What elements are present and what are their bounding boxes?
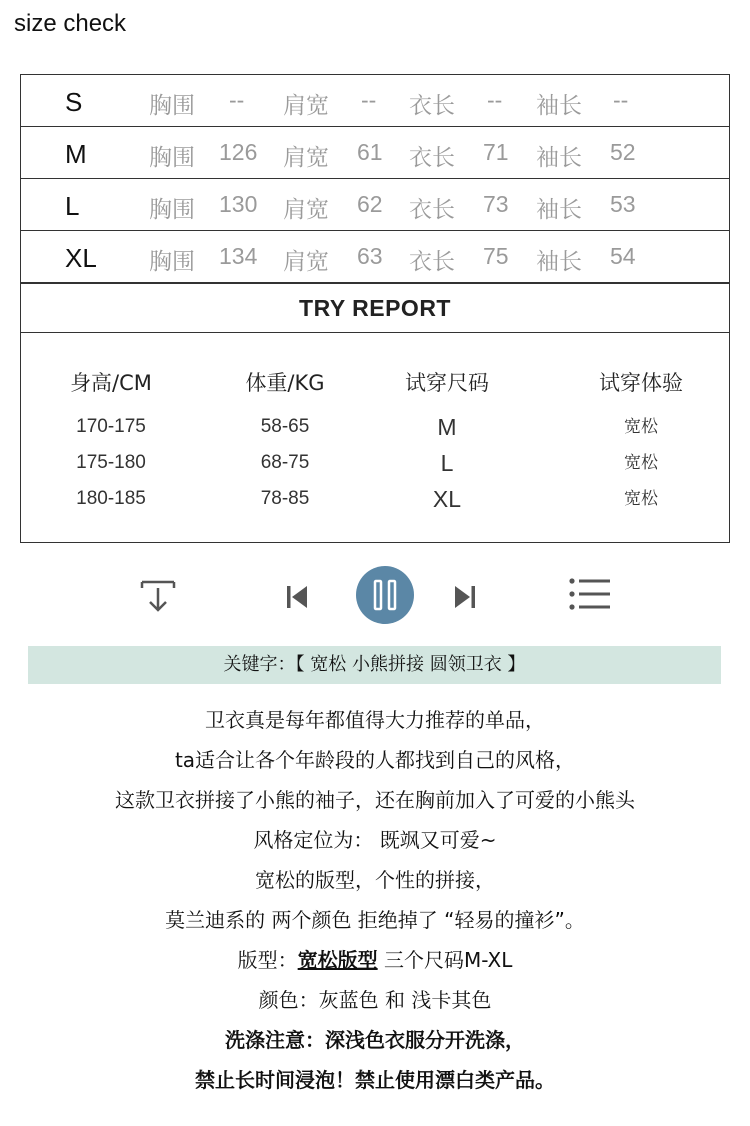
length-value: 73 bbox=[483, 191, 509, 217]
color-line: 颜色：灰蓝色 和 浅卡其色 bbox=[258, 988, 492, 1012]
pause-icon bbox=[370, 578, 400, 612]
description-line: 风格定位为： 既飒又可爱~ bbox=[253, 828, 497, 852]
length-label: 衣长 bbox=[409, 197, 455, 223]
wash-warning: 禁止长时间浸泡！禁止使用漂白类产品。 bbox=[195, 1068, 555, 1092]
size-row-xl bbox=[20, 231, 730, 283]
cell: 180-185 bbox=[76, 488, 146, 509]
product-description bbox=[0, 700, 750, 1100]
size-row-m bbox=[20, 127, 730, 179]
shoulder-value: 61 bbox=[357, 139, 383, 165]
size-label: M bbox=[65, 139, 87, 169]
column-header: 体重/KG bbox=[245, 371, 325, 395]
cell: 68-75 bbox=[260, 452, 310, 473]
column-header: 试穿体验 bbox=[599, 371, 683, 395]
description-line: 这款卫衣拼接了小熊的袖子，还在胸前加入了可爱的小熊头 bbox=[115, 788, 635, 812]
try-size-column bbox=[387, 331, 507, 517]
cell: M bbox=[437, 414, 457, 440]
cell: L bbox=[440, 450, 454, 476]
shoulder-label: 肩宽 bbox=[283, 249, 329, 275]
chest-value: 126 bbox=[219, 139, 258, 165]
chest-label: 胸围 bbox=[149, 93, 195, 119]
shoulder-label: 肩宽 bbox=[283, 145, 329, 171]
sleeve-value: 53 bbox=[610, 191, 636, 217]
length-value: 75 bbox=[483, 243, 509, 269]
cell: 78-85 bbox=[260, 488, 310, 509]
pause-button[interactable] bbox=[356, 566, 414, 624]
description-line: ta适合让各个年龄段的人都找到自己的风格， bbox=[174, 748, 576, 772]
length-value: -- bbox=[487, 87, 503, 113]
length-label: 衣长 bbox=[409, 145, 455, 171]
try-report-table bbox=[20, 331, 730, 543]
wash-note: 洗涤注意：深浅色衣服分开洗涤， bbox=[225, 1028, 525, 1052]
description-line: 莫兰迪系的 两个颜色 拒绝掉了 “轻易的撞衫”。 bbox=[165, 908, 585, 932]
shoulder-label: 肩宽 bbox=[283, 93, 329, 119]
chest-label: 胸围 bbox=[149, 145, 195, 171]
size-row-s bbox=[20, 75, 730, 127]
shoulder-value: 63 bbox=[357, 243, 383, 269]
fit-suffix: 三个尺码M-XL bbox=[377, 948, 513, 972]
sleeve-value: -- bbox=[613, 87, 629, 113]
try-report-title: TRY REPORT bbox=[20, 283, 730, 333]
chest-value: 130 bbox=[219, 191, 258, 217]
chest-value: -- bbox=[229, 87, 245, 113]
chest-label: 胸围 bbox=[149, 197, 195, 223]
shoulder-label: 肩宽 bbox=[283, 197, 329, 223]
page-title: size check bbox=[14, 10, 127, 37]
sleeve-value: 54 bbox=[610, 243, 636, 269]
chest-label: 胸围 bbox=[149, 249, 195, 275]
column-header: 身高/CM bbox=[70, 371, 152, 395]
sleeve-value: 52 bbox=[610, 139, 636, 165]
length-label: 衣长 bbox=[409, 93, 455, 119]
fit-column bbox=[581, 331, 701, 517]
weight-column bbox=[225, 331, 345, 517]
fit-highlight: 宽松版型 bbox=[297, 948, 378, 972]
size-label: XL bbox=[65, 243, 97, 273]
fit-line bbox=[0, 940, 750, 980]
cell: 58-65 bbox=[260, 416, 310, 437]
playlist-icon[interactable] bbox=[566, 574, 614, 614]
cell: XL bbox=[432, 486, 462, 512]
player-controls bbox=[0, 560, 750, 630]
keyword-bar: 关键字：【 宽松 小熊拼接 圆领卫衣 】 bbox=[28, 646, 721, 684]
size-label: S bbox=[65, 87, 83, 117]
previous-icon[interactable] bbox=[282, 582, 312, 612]
download-icon[interactable] bbox=[136, 574, 180, 618]
size-table bbox=[20, 74, 730, 283]
shoulder-value: -- bbox=[361, 87, 377, 113]
length-label: 衣长 bbox=[409, 249, 455, 275]
description-line: 卫衣真是每年都值得大力推荐的单品， bbox=[205, 708, 545, 732]
sleeve-label: 袖长 bbox=[536, 93, 582, 119]
cell: 170-175 bbox=[76, 416, 146, 437]
fit-prefix: 版型： bbox=[237, 948, 298, 972]
height-column bbox=[51, 331, 171, 517]
size-row-l bbox=[20, 179, 730, 231]
column-header: 试穿尺码 bbox=[405, 371, 489, 395]
cell: 宽松 bbox=[624, 453, 658, 472]
description-line: 宽松的版型，个性的拼接， bbox=[255, 868, 495, 892]
chest-value: 134 bbox=[219, 243, 258, 269]
cell: 宽松 bbox=[624, 489, 658, 508]
sleeve-label: 袖长 bbox=[536, 249, 582, 275]
shoulder-value: 62 bbox=[357, 191, 383, 217]
sleeve-label: 袖长 bbox=[536, 197, 582, 223]
cell: 175-180 bbox=[76, 452, 146, 473]
sleeve-label: 袖长 bbox=[536, 145, 582, 171]
cell: 宽松 bbox=[624, 417, 658, 436]
length-value: 71 bbox=[483, 139, 509, 165]
size-label: L bbox=[65, 191, 80, 221]
next-icon[interactable] bbox=[450, 582, 480, 612]
